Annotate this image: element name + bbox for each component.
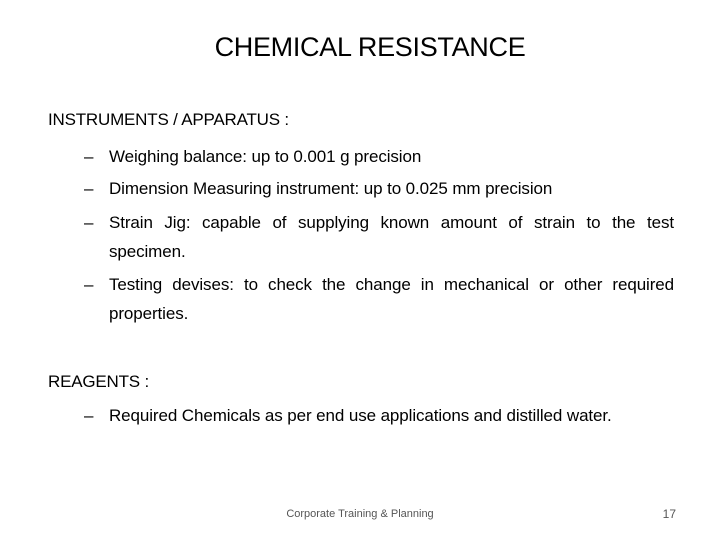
list-item-text: Testing devises: to check the change in mechanical or other required properties. bbox=[109, 275, 674, 323]
bullet-dash: – bbox=[84, 406, 94, 425]
bullet-dash: – bbox=[84, 179, 94, 198]
list-item-text: Strain Jig: capable of supplying known amount of strain to the test specimen. bbox=[109, 213, 674, 261]
bullet-dash: – bbox=[84, 275, 94, 294]
instruments-heading: INSTRUMENTS / APPARATUS : bbox=[48, 110, 289, 129]
list-item-dimension-instrument bbox=[84, 174, 674, 203]
bullet-dash: – bbox=[84, 147, 94, 166]
list-item-text: Required Chemicals as per end use applications and distilled water. bbox=[109, 406, 612, 425]
page-number: 17 bbox=[662, 507, 676, 521]
bullet-dash: – bbox=[84, 213, 94, 232]
reagents-heading: REAGENTS : bbox=[48, 372, 149, 391]
footer-text: Corporate Training & Planning bbox=[286, 508, 434, 520]
slide-title: CHEMICAL RESISTANCE bbox=[214, 32, 526, 62]
list-item-weighing-balance bbox=[84, 142, 674, 171]
list-item-required-chemicals bbox=[84, 401, 674, 430]
list-item-strain-jig bbox=[84, 208, 674, 266]
list-item-testing-devises bbox=[84, 270, 674, 328]
list-item-text: Weighing balance: up to 0.001 g precision bbox=[109, 147, 422, 166]
list-item-text: Dimension Measuring instrument: up to 0.025 mm precision bbox=[109, 179, 553, 198]
